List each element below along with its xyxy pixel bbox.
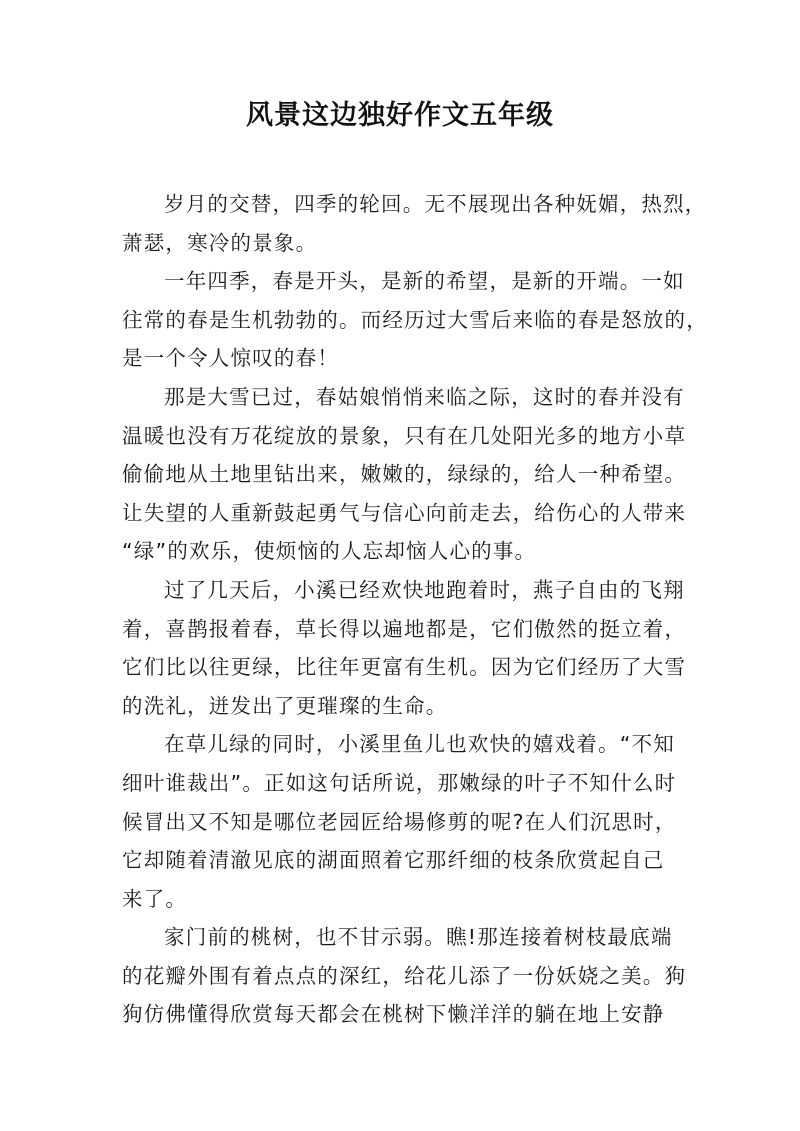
text-line: 温暖也没有万花绽放的景象，只有在几处阳光多的地方小草 — [122, 423, 687, 448]
text-line: 的洗礼，迸发出了更璀璨的生命。 — [122, 693, 448, 718]
text-line: 着，喜鹊报着春，草长得以遍地都是，它们傲然的挺立着， — [122, 616, 687, 641]
text-line: 来了。 — [122, 886, 188, 911]
text-line: 岁月的交替，四季的轮回。无不展现出各种妩媚，热烈， — [164, 192, 707, 216]
text-line: 往常的春是生机勃勃的。而经历过大雪后来临的春是怒放的， — [122, 307, 708, 332]
text-line: 在草儿绿的同时，小溪里鱼儿也欢快的嬉戏着。“不知 — [164, 732, 675, 757]
text-line: 让失望的人重新鼓起勇气与信心向前走去，给伤心的人带来 — [122, 500, 687, 525]
text-line: 的花瓣外围有着点点的深红，给花儿添了一份妖娆之美。狗 — [122, 963, 687, 988]
text-line: 它却随着清澈见底的湖面照着它那纤细的枝条欣赏起自己 — [122, 848, 665, 873]
text-line: 候冒出又不知是哪位老园匠给場修剪的呢?在人们沉思时， — [122, 809, 677, 834]
text-line: 是一个令人惊叹的春！ — [122, 346, 339, 371]
text-line: 过了几天后，小溪已经欢快地跑着时，燕子自由的飞翔 — [164, 577, 685, 602]
document-title: 风景这边独好作文五年级 — [246, 100, 554, 131]
text-line: 它们比以往更绿，比往年更富有生机。因为它们经历了大雪 — [122, 655, 687, 680]
text-line: 偷偷地从土地里钻出来，嫩嫩的，绿绿的，给人一种希望。 — [122, 462, 687, 487]
text-line: “绿”的欢乐，使烦恼的人忘却恼人心的事。 — [122, 539, 537, 564]
document-body — [122, 185, 708, 1034]
text-line: 萧瑟，寒冷的景象。 — [122, 230, 318, 255]
text-line: 一年四季，春是开头，是新的希望，是新的开端。一如 — [164, 269, 685, 294]
text-line: 那是大雪已过，春姑娘悄悄来临之际，这时的春并没有 — [164, 384, 685, 409]
text-line: 狗仿佛懂得欣赏每天都会在桃树下懒洋洋的躺在地上安静 — [122, 1002, 665, 1027]
text-line: 细叶谁裁出”。正如这句话所说，那嫩绿的叶子不知什么时 — [122, 770, 677, 795]
text-line: 家门前的桃树，也不甘示弱。瞧!那连接着树枝最底端 — [164, 925, 673, 950]
